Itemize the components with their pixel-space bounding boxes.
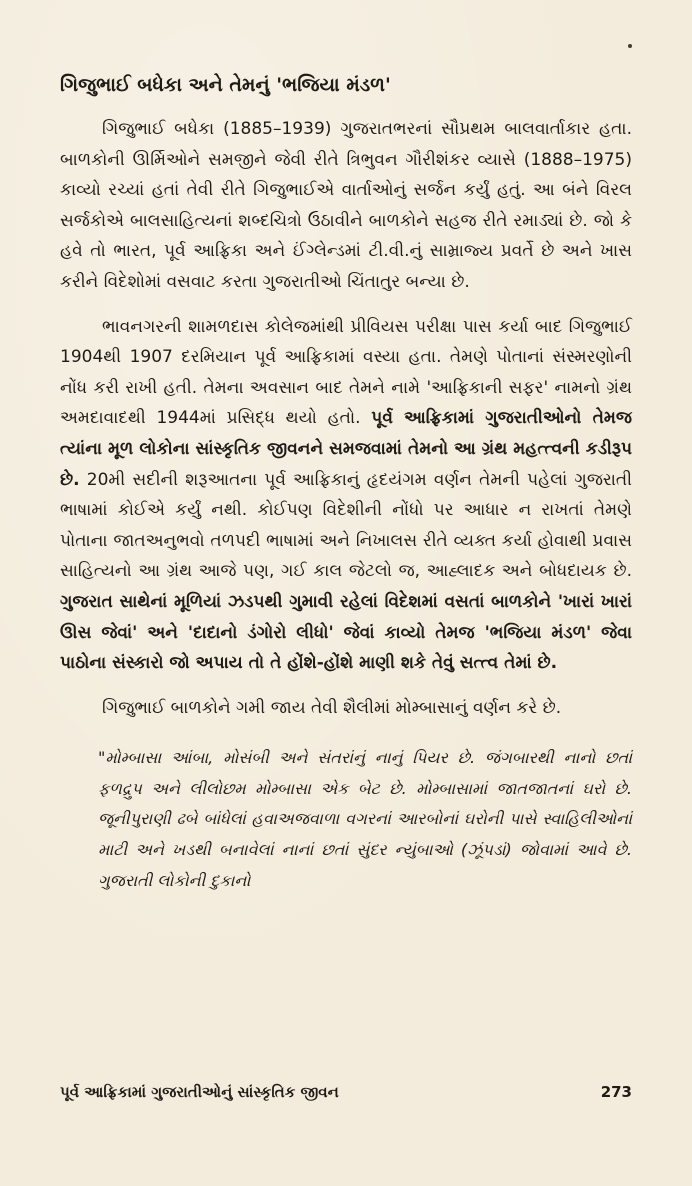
ink-speck: [628, 44, 632, 48]
paragraph-2-text-b: 20મી સદીની શરૂઆતના પૂર્વ આફ્રિકાનું હૃદયંગમ વર્ણન તેમની પહેલાં ગુજરાતી ભાષામાં કોઈએ કર્યું નથી. કોઈપણ વિદેશીની નોંધો પર આધાર ન રાખતાં તેમણે પોતાના જાતઅનુભવો તળપદી ભાષામાં અને નિખાલસ રીતે વ્યક્ત કર્યા હોવાથી પ્રવાસ સાહિત્યનો આ ગ્રંથ આજે પણ, ગઈ કાલ જેટલો જ, આહ્લાદક અને બોધદાયક છે.: [60, 469, 632, 582]
paragraph-1: ગિજુભાઈ બધેકા (1885–1939) ગુજરાતભરનાં સૌપ્રથમ બાલવાર્તાકાર હતા. બાળકોની ઊર્મિઓને સમજીને જેવી રીતે ત્રિભુવન ગૌરીશંકર વ્યાસે (1888–1975) કાવ્યો રચ્યાં હતાં તેવી રીતે ગિજુભાઈએ વાર્તાઓનું સર્જન કર્યું હતું. આ બંને વિરલ સર્જકોએ બાલસાહિત્યનાં શબ્દચિત્રો ઉઠાવીને બાળકોને સહજ રીતે રમાડ્યાં છે. જો કે હવે તો ભારત, પૂર્વ આફ્રિકા અને ઈંગ્લેન્ડમાં ટી.વી.નું સામ્રાજ્ય પ્રવર્તે છે અને ખાસ કરીને વિદેશોમાં વસવાટ કરતા ગુજરાતીઓ ચિંતાતુર બન્યા છે.: [60, 119, 632, 292]
page-number: 273: [600, 1083, 632, 1101]
paragraph-3: ગિજુભાઈ બાળકોને ગમી જાય તેવી શૈલીમાં મોમ્બાસાનું વર્ણન કરે છે.: [102, 697, 562, 718]
quotation: "મોમ્બાસા આંબા, મોસંબી અને સંતરાંનું નાનું પિયર છે. જંગબારથી નાનો છતાં ફળદ્રુપ અને લીલોછમ મોમ્બાસા એક બેટ છે. મોમ્બાસામાં જાતજાતનાં ઘરો છે. જૂનીપુરાણી ઢબે બાંધેલાં હવાઅજવાળા વગરનાં આરબોનાં ઘરોની પાસે સ્વાહિલીઓનાં માટી અને ખડથી બનાવેલાં નાનાં છતાં સુંદર ન્યુંબાઓ (ઝૂંપડાં) જોવામાં આવે છે. ગુજરાતી લોકોની દુકાનો: [98, 748, 632, 890]
paragraph-2-bold-b: ગુજરાત સાથેનાં મૂળિયાં ઝડપથી ગુમાવી રહેલાં વિદેશમાં વસતાં બાળકોને 'ખારાં ખારાં ઊસ જેવાં' અને 'દાદાનો ડંગોરો લીધો' જેવાં કાવ્યો તેમજ 'ભજિયા મંડળ' જેવા પાઠોના સંસ્કારો જો અપાય તો તે હોંશે-હોંશે માણી શકે તેવું સત્ત્વ તેમાં છે.: [60, 591, 632, 674]
paragraph-2-bold-a: પૂર્વ આફ્રિકામાં ગુજરાતીઓનો તેમજ ત્યાંના મૂળ લોકોના સાંસ્કૃતિક જીવનને સમજવામાં તેમનો આ ગ્રંથ મહત્ત્વની કડીરૂપ છે.: [60, 408, 632, 490]
page-footer: [60, 1083, 632, 1101]
running-title: પૂર્વ આફ્રિકામાં ગુજરાતીઓનું સાંસ્કૃતિક જીવન: [60, 1083, 339, 1101]
paragraph-2: [60, 312, 632, 679]
paragraph-2-text-a: ભાવનગરની શામળદાસ કોલેજમાંથી પ્રીવિયસ પરીક્ષા પાસ કર્યા બાદ ગિજુભાઈ 1904થી 1907 દરમિયાન પૂર્વ આફ્રિકામાં વસ્યા હતા. તેમણે પોતાનાં સંસ્મરણોની નોંધ કરી રાખી હતી. તેમના અવસાન બાદ તેમને નામે 'આફ્રિકાની સફર' નામનો ગ્રંથ અમદાવાદથી 1944માં પ્રસિદ્ધ થયો હતો.: [60, 316, 632, 429]
section-heading: ગિજુભાઈ બધેકા અને તેમનું 'ભજિયા મંડળ': [60, 74, 391, 96]
